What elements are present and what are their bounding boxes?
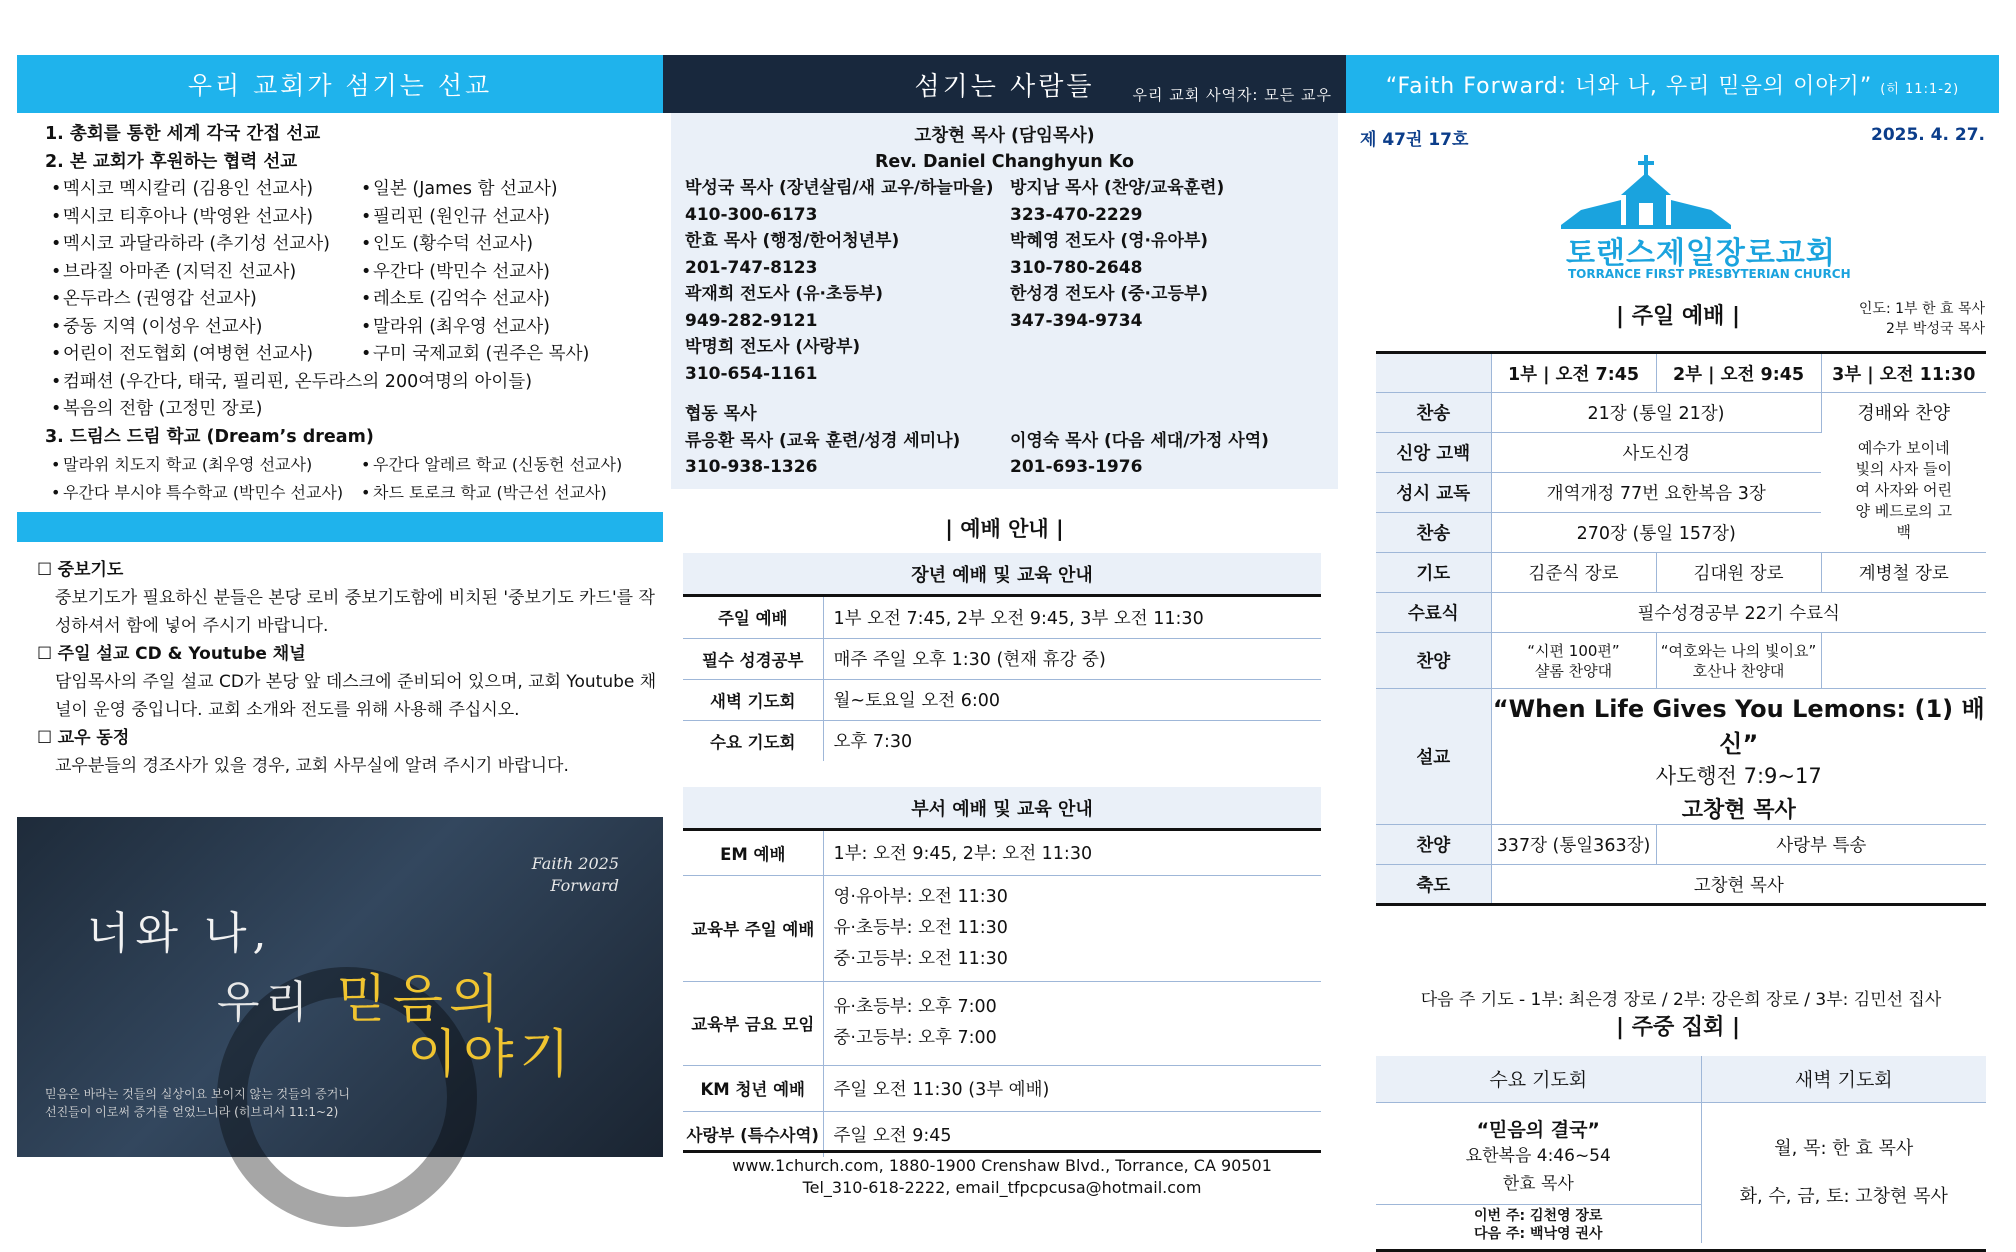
partner-item: • 브라질 아마존 (지덕진 선교사) (45, 259, 355, 287)
staff-header: 섬기는 사람들 우리 교회 사역자: 모든 교우 (663, 55, 1346, 113)
notices (17, 542, 663, 780)
church-building-icon (1561, 155, 1731, 235)
table-row: 수요 기도회 새벽 기도회 (1376, 1056, 1986, 1102)
worship-info-title: | 예배 안내 | (945, 517, 1064, 541)
partner-item: • 온두라스 (권영갑 선교사) (45, 286, 355, 314)
sunday-worship-title: | 주일 예배 | (1616, 304, 1741, 329)
notice-text: 담임목사의 주일 설교 CD가 본당 앞 데스크에 준비되어 있으며, 교회 Youtube 채널이 운영 중입니다. 교회 소개와 전도를 위해 사용해 주십시오. (55, 672, 657, 720)
church-name-en: TORRANCE FIRST PRESBYTERIAN CHURCH (1568, 267, 1851, 281)
dept-schedule-table (683, 831, 1321, 1157)
partner-item: • 어린이 전도협회 (여병현 선교사) (45, 341, 355, 369)
partner-item: • 일본 (James 함 선교사) (355, 176, 655, 204)
table-row: “믿음의 결국” 요한복음 4:46~54 한효 목사 이번 주: 김천영 장로 다음 주: 백낙영 권사 월, 목: 한 효 목사 화, 수, 금, 토: 고창현 목사 (1376, 1102, 1986, 1243)
table-row: KM 청년 예배 주일 오전 11:30 (3부 예배) (683, 1065, 1321, 1111)
table-row: 찬양 337장 (통일363장) 사랑부 특송 (1376, 825, 1986, 865)
mission-heading-2: 2. 본 교회가 후원하는 협력 선교 (45, 151, 298, 172)
table-row: 1부 | 오전 7:45 2부 | 오전 9:45 3부 | 오전 11:30 (1376, 353, 1986, 393)
issue-number: 제 47권 17호 (1360, 130, 1469, 150)
partner-item: • 레소토 (김억수 선교사) (355, 286, 655, 314)
table-row: 수요 기도회 오후 7:30 (683, 720, 1321, 761)
issue-date: 2025. 4. 27. (1870, 125, 1985, 145)
sermon-scripture: 사도행전 7:9~17 (1655, 764, 1822, 788)
church-logo (1346, 150, 1999, 300)
middle-panel (663, 55, 1346, 1197)
mission-heading-1: 1. 총회를 통한 세계 각국 간접 선교 (45, 124, 321, 144)
partner-item: • 인도 (황수덕 선교사) (355, 231, 655, 259)
next-week-prayer: 다음 주 기도 - 1부: 최은경 장로 / 2부: 강은희 장로 / 3부: 김민선 집사 (1420, 990, 1942, 1010)
partner-item: • 멕시코 티후아나 (박영완 선교사) (45, 204, 355, 232)
table-row: EM 예배 1부: 오전 9:45, 2부: 오전 11:30 (683, 831, 1321, 875)
partner-item: • 멕시코 과달라하라 (추기성 선교사) (45, 231, 355, 259)
staff-header-sub: 우리 교회 사역자: 모든 교우 (1132, 86, 1332, 104)
notice-title: ☐ 중보기도 (37, 556, 663, 584)
partner-item: • 중동 지역 (이성우 선교사) (45, 314, 355, 342)
theme-header: “Faith Forward: 너와 나, 우리 믿음의 이야기” (히 11:1-2) (1346, 55, 1999, 113)
left-panel (17, 55, 663, 1119)
table-row: 필수 성경공부 매주 주일 오후 1:30 (현재 휴강 중) (683, 638, 1321, 679)
table-row: 교육부 주일 예배 영·유아부: 오전 11:30 유·초등부: 오전 11:30 중·고등부: 오전 11:30 (683, 875, 1321, 981)
notice-text: 중보기도가 필요하신 분들은 본당 로비 중보기도함에 비치된 '중보기도 카드'를 작성하셔서 함에 넣어 주시기 바랍니다. (55, 588, 655, 636)
notice-text: 교우분들의 경조사가 있을 경우, 교회 사무실에 알려 주시기 바랍니다. (55, 756, 569, 776)
theme-banner-image (17, 817, 663, 1157)
banner-line-3: 이야기 (407, 1025, 576, 1085)
table-row: 찬송 270장 (통일 157장) (1376, 513, 1986, 553)
sermon-cell (1491, 689, 1986, 825)
dept-schedule-title: 부서 예배 및 교육 안내 (683, 787, 1321, 831)
midweek-title: | 주중 집회 | (1616, 1015, 1741, 1040)
mission-header: 우리 교회가 섬기는 선교 (17, 55, 663, 113)
school-item: • 말라위 치도지 학교 (최우영 선교사) (45, 451, 355, 479)
table-row: 사랑부 (특수사역) 주일 오전 9:45 (683, 1111, 1321, 1157)
partner-item: • 말라위 (최우영 선교사) (355, 314, 655, 342)
table-row: 성시 교독 개역개정 77번 요한복음 3장 (1376, 473, 1986, 513)
school-item: • 우간다 알레르 학교 (신동헌 선교사) (355, 451, 655, 479)
table-row: 축도 고창현 목사 (1376, 865, 1986, 905)
banner-verse: 믿음은 바라는 것들의 실상이요 보이지 않는 것들의 증거니 선진들이 이로써 증거를 얻었느니라 (히브리서 11:1~2) (45, 1087, 350, 1119)
coop-grid: 류응환 목사 (교육 훈련/성경 세미나) 310-938-1326 이영숙 목사 (다음 세대/가정 사역) 201-693-1976 (685, 430, 1269, 477)
banner-faith-logo: Faith 2025 Forward (531, 854, 619, 895)
sermon-preacher: 고창현 목사 (1681, 798, 1796, 823)
school-item: • 차드 토로크 학교 (박근선 선교사) (355, 479, 655, 507)
partner-item: • 우간다 (박민수 선교사) (355, 259, 655, 287)
mission-heading-3: 3. 드림스 드림 학교 (Dream’s dream) (45, 426, 374, 447)
banner-line-1: 너와 나, (87, 908, 273, 959)
table-row: 신앙 고백 사도신경 (1376, 433, 1986, 473)
midweek-table (1376, 1056, 1986, 1243)
notice-title: ☐ 교우 동정 (37, 724, 663, 752)
staff-left-col: 박성국 목사 (장년살림/새 교우/하늘마을) 410-300-6173 한효 목사 (행정/한어청년부) 201-747-8123 곽재희 전도사 (유·초등부) 949-282-9121 박명희 전도사 (사랑부) 310-654-1161 (685, 178, 994, 384)
school-item: • 우간다 부시야 특수학교 (박민수 선교사) (45, 479, 355, 507)
staff-right-col: 방지남 목사 (찬양/교육훈련) 323-470-2229 박혜영 전도사 (영·유아부) 310-780-2648 한성경 전도사 (중·고등부) 347-394-9734 (1010, 178, 1225, 331)
notice-title: ☐ 주일 설교 CD & Youtube 채널 (37, 640, 663, 668)
table-row: 찬양 “시편 100편” 샬롬 찬양대 “여호와는 나의 빛이요” 호산나 찬양대 (1376, 633, 1986, 689)
worship-leaders: 인도: 1부 한 효 목사 2부 박성국 목사 (1858, 301, 1985, 337)
church-name-kr: 토랜스제일장로교회 (1566, 236, 1836, 271)
staff-box (671, 113, 1338, 489)
sunday-worship-table (1376, 351, 1986, 906)
issue-line (1346, 113, 1999, 150)
compassion-item: • 컴패션 (우간다, 태국, 필리핀, 온두라스의 200여명의 아이들) (45, 369, 663, 397)
school-grid (45, 451, 663, 506)
table-row: 새벽 기도회 월~토요일 오전 6:00 (683, 679, 1321, 720)
right-panel (1346, 55, 1999, 1242)
mission-list (17, 113, 663, 506)
sermon-title: “When Life Gives You Lemons: (1) 배신” (1492, 695, 1985, 758)
senior-pastor-en: Rev. Daniel Changhyun Ko (874, 152, 1135, 172)
divider-bar (17, 512, 663, 542)
coop-title: 협동 목사 (685, 404, 757, 424)
partner-grid (45, 176, 663, 369)
table-row: 교육부 금요 모임 유·초등부: 오후 7:00 중·고등부: 오후 7:00 (683, 981, 1321, 1065)
table-row: 설교 “When Life Gives You Lemons: (1) 배신” 사도행전 7:9~17 고창현 목사 (1376, 689, 1986, 825)
adult-schedule-title: 장년 예배 및 교육 안내 (683, 553, 1321, 597)
table-row: 수료식 필수성경공부 22기 수료식 (1376, 593, 1986, 633)
gospel-item: • 복음의 전함 (고정민 장로) (45, 396, 663, 424)
staff-grid (671, 175, 1338, 387)
partner-item: • 멕시코 멕시칼리 (김용인 선교사) (45, 176, 355, 204)
partner-item: • 필리핀 (원인규 선교사) (355, 204, 655, 232)
senior-pastor-kr: 고창현 목사 (담임목사) (914, 126, 1095, 146)
partner-item: • 구미 국제교회 (권주은 목사) (355, 341, 655, 369)
table-row: 기도 김준식 장로 김대원 장로 계병철 장로 (1376, 553, 1986, 593)
church-contact-footer: www.1church.com, 1880-1900 Crenshaw Blvd., Torrance, CA 90501 Tel_310-618-2222, email_tfpcpcusa@hotmail.com (683, 1150, 1321, 1199)
banner-line-2: 우리 믿음의 (217, 970, 506, 1030)
adult-schedule-table (683, 597, 1321, 761)
table-row: 찬송 21장 (통일 21장) 경배와 찬양 예수가 보이네 빛의 사자 들이여 사자와 어린양 베드로의 고백 (1376, 393, 1986, 433)
table-row: 주일 예배 1부 오전 7:45, 2부 오전 9:45, 3부 오전 11:30 (683, 597, 1321, 638)
